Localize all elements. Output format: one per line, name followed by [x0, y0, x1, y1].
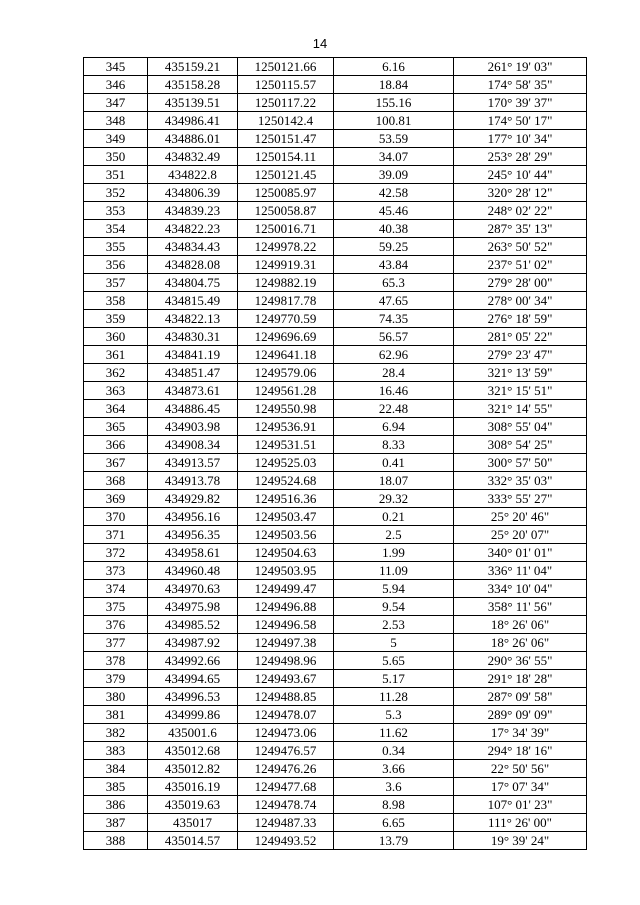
table-row: [84, 670, 587, 688]
distance-cell: 0.41: [334, 454, 454, 472]
bearing-cell: 19° 39' 24": [454, 832, 587, 850]
y-coordinate-cell: 1249536.91: [238, 418, 334, 436]
table-row: [84, 778, 587, 796]
table-row: [84, 148, 587, 166]
point-number-cell: 356: [84, 256, 148, 274]
x-coordinate-cell: 434956.35: [148, 526, 238, 544]
x-coordinate-cell: 434873.61: [148, 382, 238, 400]
y-coordinate-cell: 1249478.07: [238, 706, 334, 724]
bearing-cell: 290° 36' 55": [454, 652, 587, 670]
table-row: [84, 562, 587, 580]
point-number-cell: 351: [84, 166, 148, 184]
table-row: [84, 346, 587, 364]
coordinates-table: [83, 57, 587, 850]
table-row: [84, 688, 587, 706]
y-coordinate-cell: 1249770.59: [238, 310, 334, 328]
distance-cell: 13.79: [334, 832, 454, 850]
x-coordinate-cell: 435016.19: [148, 778, 238, 796]
point-number-cell: 376: [84, 616, 148, 634]
page-number: 14: [312, 36, 328, 51]
distance-cell: 59.25: [334, 238, 454, 256]
distance-cell: 0.34: [334, 742, 454, 760]
x-coordinate-cell: 434985.52: [148, 616, 238, 634]
y-coordinate-cell: 1249487.33: [238, 814, 334, 832]
bearing-cell: 281° 05' 22": [454, 328, 587, 346]
table-row: [84, 706, 587, 724]
x-coordinate-cell: 434851.47: [148, 364, 238, 382]
point-number-cell: 361: [84, 346, 148, 364]
table-row: [84, 490, 587, 508]
table-row: [84, 454, 587, 472]
point-number-cell: 375: [84, 598, 148, 616]
x-coordinate-cell: 434956.16: [148, 508, 238, 526]
point-number-cell: 382: [84, 724, 148, 742]
distance-cell: 43.84: [334, 256, 454, 274]
distance-cell: 16.46: [334, 382, 454, 400]
bearing-cell: 17° 07' 34": [454, 778, 587, 796]
y-coordinate-cell: 1249488.85: [238, 688, 334, 706]
bearing-cell: 22° 50' 56": [454, 760, 587, 778]
bearing-cell: 276° 18' 59": [454, 310, 587, 328]
y-coordinate-cell: 1250016.71: [238, 220, 334, 238]
distance-cell: 1.99: [334, 544, 454, 562]
bearing-cell: 340° 01' 01": [454, 544, 587, 562]
distance-cell: 28.4: [334, 364, 454, 382]
y-coordinate-cell: 1249493.52: [238, 832, 334, 850]
x-coordinate-cell: 435014.57: [148, 832, 238, 850]
bearing-cell: 17° 34' 39": [454, 724, 587, 742]
distance-cell: 5.65: [334, 652, 454, 670]
point-number-cell: 354: [84, 220, 148, 238]
y-coordinate-cell: 1249496.88: [238, 598, 334, 616]
bearing-cell: 174° 58' 35": [454, 76, 587, 94]
point-number-cell: 360: [84, 328, 148, 346]
table-row: [84, 382, 587, 400]
y-coordinate-cell: 1249919.31: [238, 256, 334, 274]
bearing-cell: 333° 55' 27": [454, 490, 587, 508]
table-row: [84, 94, 587, 112]
point-number-cell: 372: [84, 544, 148, 562]
distance-cell: 42.58: [334, 184, 454, 202]
x-coordinate-cell: 434975.98: [148, 598, 238, 616]
table-row: [84, 112, 587, 130]
bearing-cell: 261° 19' 03": [454, 58, 587, 76]
y-coordinate-cell: 1250151.47: [238, 130, 334, 148]
x-coordinate-cell: 434834.43: [148, 238, 238, 256]
table-row: [84, 724, 587, 742]
y-coordinate-cell: 1249473.06: [238, 724, 334, 742]
x-coordinate-cell: 435012.68: [148, 742, 238, 760]
x-coordinate-cell: 434970.63: [148, 580, 238, 598]
distance-cell: 100.81: [334, 112, 454, 130]
y-coordinate-cell: 1250121.45: [238, 166, 334, 184]
point-number-cell: 350: [84, 148, 148, 166]
point-number-cell: 373: [84, 562, 148, 580]
bearing-cell: 174° 50' 17": [454, 112, 587, 130]
point-number-cell: 367: [84, 454, 148, 472]
bearing-cell: 18° 26' 06": [454, 616, 587, 634]
point-number-cell: 386: [84, 796, 148, 814]
x-coordinate-cell: 434929.82: [148, 490, 238, 508]
table-row: [84, 202, 587, 220]
distance-cell: 29.32: [334, 490, 454, 508]
point-number-cell: 362: [84, 364, 148, 382]
distance-cell: 18.84: [334, 76, 454, 94]
x-coordinate-cell: 434841.19: [148, 346, 238, 364]
bearing-cell: 294° 18' 16": [454, 742, 587, 760]
y-coordinate-cell: 1249817.78: [238, 292, 334, 310]
x-coordinate-cell: 435001.6: [148, 724, 238, 742]
bearing-cell: 177° 10' 34": [454, 130, 587, 148]
point-number-cell: 347: [84, 94, 148, 112]
table-row: [84, 742, 587, 760]
point-number-cell: 348: [84, 112, 148, 130]
table-row: [84, 472, 587, 490]
x-coordinate-cell: 434886.01: [148, 130, 238, 148]
y-coordinate-cell: 1249882.19: [238, 274, 334, 292]
bearing-cell: 320° 28' 12": [454, 184, 587, 202]
x-coordinate-cell: 434913.78: [148, 472, 238, 490]
point-number-cell: 388: [84, 832, 148, 850]
table-row: [84, 634, 587, 652]
distance-cell: 34.07: [334, 148, 454, 166]
y-coordinate-cell: 1250121.66: [238, 58, 334, 76]
table-row: [84, 292, 587, 310]
distance-cell: 5: [334, 634, 454, 652]
x-coordinate-cell: 434822.8: [148, 166, 238, 184]
bearing-cell: 170° 39' 37": [454, 94, 587, 112]
table-row: [84, 652, 587, 670]
bearing-cell: 358° 11' 56": [454, 598, 587, 616]
y-coordinate-cell: 1250058.87: [238, 202, 334, 220]
point-number-cell: 379: [84, 670, 148, 688]
y-coordinate-cell: 1249476.26: [238, 760, 334, 778]
y-coordinate-cell: 1249525.03: [238, 454, 334, 472]
y-coordinate-cell: 1249498.96: [238, 652, 334, 670]
distance-cell: 155.16: [334, 94, 454, 112]
point-number-cell: 358: [84, 292, 148, 310]
x-coordinate-cell: 434999.86: [148, 706, 238, 724]
table-row: [84, 310, 587, 328]
x-coordinate-cell: 434828.08: [148, 256, 238, 274]
bearing-cell: 25° 20' 07": [454, 526, 587, 544]
point-number-cell: 353: [84, 202, 148, 220]
y-coordinate-cell: 1249978.22: [238, 238, 334, 256]
point-number-cell: 385: [84, 778, 148, 796]
bearing-cell: 248° 02' 22": [454, 202, 587, 220]
point-number-cell: 346: [84, 76, 148, 94]
table-row: [84, 238, 587, 256]
point-number-cell: 380: [84, 688, 148, 706]
table-row: [84, 328, 587, 346]
point-number-cell: 374: [84, 580, 148, 598]
coordinates-table-body: [84, 58, 587, 850]
y-coordinate-cell: 1249496.58: [238, 616, 334, 634]
x-coordinate-cell: 434804.75: [148, 274, 238, 292]
y-coordinate-cell: 1250117.22: [238, 94, 334, 112]
point-number-cell: 378: [84, 652, 148, 670]
bearing-cell: 263° 50' 52": [454, 238, 587, 256]
point-number-cell: 377: [84, 634, 148, 652]
distance-cell: 8.33: [334, 436, 454, 454]
point-number-cell: 357: [84, 274, 148, 292]
bearing-cell: 18° 26' 06": [454, 634, 587, 652]
table-row: [84, 544, 587, 562]
x-coordinate-cell: 434886.45: [148, 400, 238, 418]
x-coordinate-cell: 434903.98: [148, 418, 238, 436]
point-number-cell: 369: [84, 490, 148, 508]
bearing-cell: 245° 10' 44": [454, 166, 587, 184]
table-row: [84, 256, 587, 274]
x-coordinate-cell: 434908.34: [148, 436, 238, 454]
y-coordinate-cell: 1249531.51: [238, 436, 334, 454]
y-coordinate-cell: 1249504.63: [238, 544, 334, 562]
x-coordinate-cell: 435158.28: [148, 76, 238, 94]
y-coordinate-cell: 1249493.67: [238, 670, 334, 688]
point-number-cell: 363: [84, 382, 148, 400]
y-coordinate-cell: 1249641.18: [238, 346, 334, 364]
x-coordinate-cell: 434832.49: [148, 148, 238, 166]
point-number-cell: 387: [84, 814, 148, 832]
table-row: [84, 400, 587, 418]
distance-cell: 9.54: [334, 598, 454, 616]
table-row: [84, 76, 587, 94]
y-coordinate-cell: 1249516.36: [238, 490, 334, 508]
x-coordinate-cell: 434806.39: [148, 184, 238, 202]
bearing-cell: 287° 35' 13": [454, 220, 587, 238]
table-row: [84, 220, 587, 238]
bearing-cell: 111° 26' 00": [454, 814, 587, 832]
bearing-cell: 308° 55' 04": [454, 418, 587, 436]
distance-cell: 39.09: [334, 166, 454, 184]
point-number-cell: 365: [84, 418, 148, 436]
x-coordinate-cell: 434815.49: [148, 292, 238, 310]
x-coordinate-cell: 435019.63: [148, 796, 238, 814]
x-coordinate-cell: 434822.23: [148, 220, 238, 238]
bearing-cell: 321° 13' 59": [454, 364, 587, 382]
bearing-cell: 279° 23' 47": [454, 346, 587, 364]
distance-cell: 5.17: [334, 670, 454, 688]
y-coordinate-cell: 1250154.11: [238, 148, 334, 166]
x-coordinate-cell: 434830.31: [148, 328, 238, 346]
distance-cell: 45.46: [334, 202, 454, 220]
bearing-cell: 336° 11' 04": [454, 562, 587, 580]
point-number-cell: 381: [84, 706, 148, 724]
distance-cell: 53.59: [334, 130, 454, 148]
bearing-cell: 308° 54' 25": [454, 436, 587, 454]
y-coordinate-cell: 1250085.97: [238, 184, 334, 202]
x-coordinate-cell: 434986.41: [148, 112, 238, 130]
y-coordinate-cell: 1249503.47: [238, 508, 334, 526]
table-row: [84, 184, 587, 202]
point-number-cell: 359: [84, 310, 148, 328]
distance-cell: 47.65: [334, 292, 454, 310]
x-coordinate-cell: 434992.66: [148, 652, 238, 670]
distance-cell: 5.3: [334, 706, 454, 724]
y-coordinate-cell: 1249477.68: [238, 778, 334, 796]
table-row: [84, 580, 587, 598]
bearing-cell: 279° 28' 00": [454, 274, 587, 292]
distance-cell: 6.16: [334, 58, 454, 76]
bearing-cell: 321° 15' 51": [454, 382, 587, 400]
distance-cell: 40.38: [334, 220, 454, 238]
table-row: [84, 418, 587, 436]
bearing-cell: 107° 01' 23": [454, 796, 587, 814]
x-coordinate-cell: 434839.23: [148, 202, 238, 220]
y-coordinate-cell: 1249478.74: [238, 796, 334, 814]
x-coordinate-cell: 434913.57: [148, 454, 238, 472]
distance-cell: 11.09: [334, 562, 454, 580]
table-row: [84, 130, 587, 148]
point-number-cell: 355: [84, 238, 148, 256]
bearing-cell: 287° 09' 58": [454, 688, 587, 706]
y-coordinate-cell: 1249561.28: [238, 382, 334, 400]
distance-cell: 22.48: [334, 400, 454, 418]
x-coordinate-cell: 435159.21: [148, 58, 238, 76]
distance-cell: 74.35: [334, 310, 454, 328]
y-coordinate-cell: 1250142.4: [238, 112, 334, 130]
point-number-cell: 370: [84, 508, 148, 526]
distance-cell: 6.94: [334, 418, 454, 436]
distance-cell: 6.65: [334, 814, 454, 832]
distance-cell: 8.98: [334, 796, 454, 814]
bearing-cell: 289° 09' 09": [454, 706, 587, 724]
bearing-cell: 332° 35' 03": [454, 472, 587, 490]
table-row: [84, 814, 587, 832]
point-number-cell: 384: [84, 760, 148, 778]
distance-cell: 56.57: [334, 328, 454, 346]
distance-cell: 3.6: [334, 778, 454, 796]
point-number-cell: 349: [84, 130, 148, 148]
x-coordinate-cell: 434996.53: [148, 688, 238, 706]
y-coordinate-cell: 1250115.57: [238, 76, 334, 94]
distance-cell: 5.94: [334, 580, 454, 598]
distance-cell: 3.66: [334, 760, 454, 778]
y-coordinate-cell: 1249696.69: [238, 328, 334, 346]
table-row: [84, 832, 587, 850]
point-number-cell: 364: [84, 400, 148, 418]
distance-cell: 0.21: [334, 508, 454, 526]
table-row: [84, 58, 587, 76]
distance-cell: 11.62: [334, 724, 454, 742]
distance-cell: 2.5: [334, 526, 454, 544]
y-coordinate-cell: 1249476.57: [238, 742, 334, 760]
distance-cell: 62.96: [334, 346, 454, 364]
point-number-cell: 383: [84, 742, 148, 760]
x-coordinate-cell: 435017: [148, 814, 238, 832]
bearing-cell: 321° 14' 55": [454, 400, 587, 418]
y-coordinate-cell: 1249550.98: [238, 400, 334, 418]
x-coordinate-cell: 435012.82: [148, 760, 238, 778]
x-coordinate-cell: 435139.51: [148, 94, 238, 112]
x-coordinate-cell: 434822.13: [148, 310, 238, 328]
bearing-cell: 334° 10' 04": [454, 580, 587, 598]
point-number-cell: 366: [84, 436, 148, 454]
distance-cell: 18.07: [334, 472, 454, 490]
point-number-cell: 352: [84, 184, 148, 202]
x-coordinate-cell: 434958.61: [148, 544, 238, 562]
table-row: [84, 598, 587, 616]
point-number-cell: 371: [84, 526, 148, 544]
table-row: [84, 166, 587, 184]
y-coordinate-cell: 1249497.38: [238, 634, 334, 652]
table-row: [84, 616, 587, 634]
x-coordinate-cell: 434960.48: [148, 562, 238, 580]
table-row: [84, 796, 587, 814]
bearing-cell: 253° 28' 29": [454, 148, 587, 166]
distance-cell: 2.53: [334, 616, 454, 634]
bearing-cell: 25° 20' 46": [454, 508, 587, 526]
table-row: [84, 760, 587, 778]
bearing-cell: 300° 57' 50": [454, 454, 587, 472]
table-row: [84, 364, 587, 382]
point-number-cell: 368: [84, 472, 148, 490]
bearing-cell: 278° 00' 34": [454, 292, 587, 310]
table-row: [84, 526, 587, 544]
table-row: [84, 508, 587, 526]
point-number-cell: 345: [84, 58, 148, 76]
x-coordinate-cell: 434987.92: [148, 634, 238, 652]
y-coordinate-cell: 1249503.56: [238, 526, 334, 544]
y-coordinate-cell: 1249579.06: [238, 364, 334, 382]
bearing-cell: 237° 51' 02": [454, 256, 587, 274]
table-row: [84, 274, 587, 292]
y-coordinate-cell: 1249503.95: [238, 562, 334, 580]
bearing-cell: 291° 18' 28": [454, 670, 587, 688]
distance-cell: 65.3: [334, 274, 454, 292]
y-coordinate-cell: 1249499.47: [238, 580, 334, 598]
distance-cell: 11.28: [334, 688, 454, 706]
y-coordinate-cell: 1249524.68: [238, 472, 334, 490]
x-coordinate-cell: 434994.65: [148, 670, 238, 688]
table-row: [84, 436, 587, 454]
